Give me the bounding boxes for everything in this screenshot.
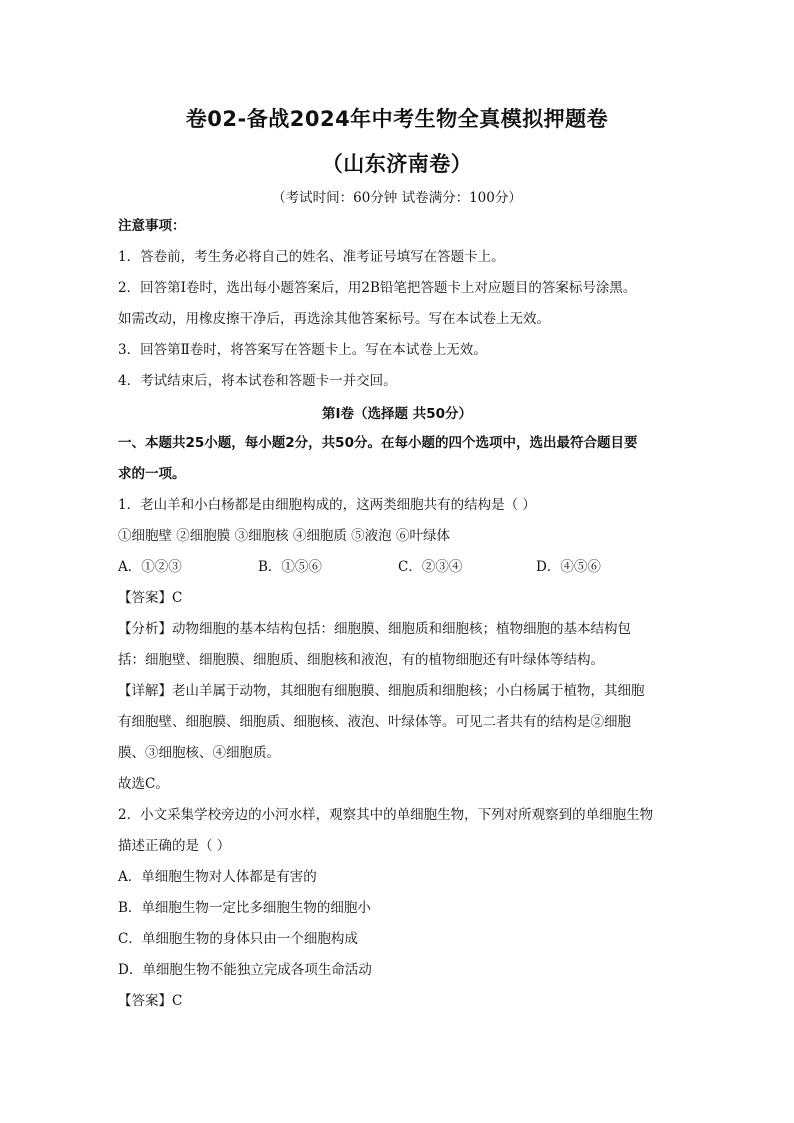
option-d: D．单细胞生物不能独立完成各项生命活动: [118, 962, 372, 978]
section-instruction: 一、本题共25小题，每小题2分，共50分。在每小题的四个选项中，选出最符合题目要: [118, 435, 638, 451]
option-b: B．①⑤⑥: [258, 559, 322, 575]
answer: 【答案】C: [118, 590, 183, 606]
option-c: C．单细胞生物的身体只由一个细胞构成: [118, 931, 358, 947]
question-stem: 1．老山羊和小白杨都是由细胞构成的，这两类细胞共有的结构是（ ）: [118, 497, 536, 513]
section-instruction: 求的一项。: [118, 466, 186, 482]
question-stem: 描述正确的是（ ）: [118, 838, 231, 854]
note-item: 1．答卷前，考生务必将自己的姓名、准考证号填写在答题卡上。: [118, 249, 505, 265]
section-title: 第Ⅰ卷（选择题 共50分）: [321, 406, 472, 422]
analysis: 括：细胞壁、细胞膜、细胞质、细胞核和液泡，有的植物细胞还有叶绿体等结构。: [118, 652, 604, 668]
exam-subtitle: （山东济南卷）: [321, 152, 473, 176]
conclusion: 故选C。: [118, 776, 169, 792]
exam-info: （考试时间：60分钟 试卷满分：100分）: [272, 190, 522, 206]
note-item: 3．回答第Ⅱ卷时，将答案写在答题卡上。写在本试卷上无效。: [118, 342, 487, 358]
question-stem: 2．小文采集学校旁边的小河水样，观察其中的单细胞生物，下列对所观察到的单细胞生物: [118, 807, 654, 823]
option-a: A．单细胞生物对人体都是有害的: [118, 869, 317, 885]
note-item: 4．考试结束后，将本试卷和答题卡一并交回。: [118, 373, 397, 389]
option-a: A．①②③: [118, 559, 182, 575]
option-d: D．④⑤⑥: [536, 559, 601, 575]
notes-heading: 注意事项：: [118, 218, 186, 234]
exam-title: 卷02-备战2024年中考生物全真模拟押题卷: [185, 107, 609, 131]
note-item: 如需改动，用橡皮擦干净后，再选涂其他答案标号。写在本试卷上无效。: [118, 311, 550, 327]
detail: 【详解】老山羊属于动物，其细胞有细胞膜、细胞质和细胞核；小白杨属于植物，其细胞: [118, 683, 645, 699]
detail: 有细胞壁、细胞膜、细胞质、细胞核、液泡、叶绿体等。可见二者共有的结构是②细胞: [118, 714, 631, 730]
analysis: 【分析】动物细胞的基本结构包括：细胞膜、细胞质和细胞核；植物细胞的基本结构包: [118, 621, 631, 637]
note-item: 2．回答第Ⅰ卷时，选出每小题答案后，用2B铅笔把答题卡上对应题目的答案标号涂黑。: [118, 280, 637, 296]
option-c: C．②③④: [398, 559, 463, 575]
option-b: B．单细胞生物一定比多细胞生物的细胞小: [118, 900, 371, 916]
detail: 膜、③细胞核、④细胞质。: [118, 745, 280, 761]
question-items: ①细胞壁 ②细胞膜 ③细胞核 ④细胞质 ⑤液泡 ⑥叶绿体: [118, 528, 450, 544]
answer: 【答案】C: [118, 993, 183, 1009]
